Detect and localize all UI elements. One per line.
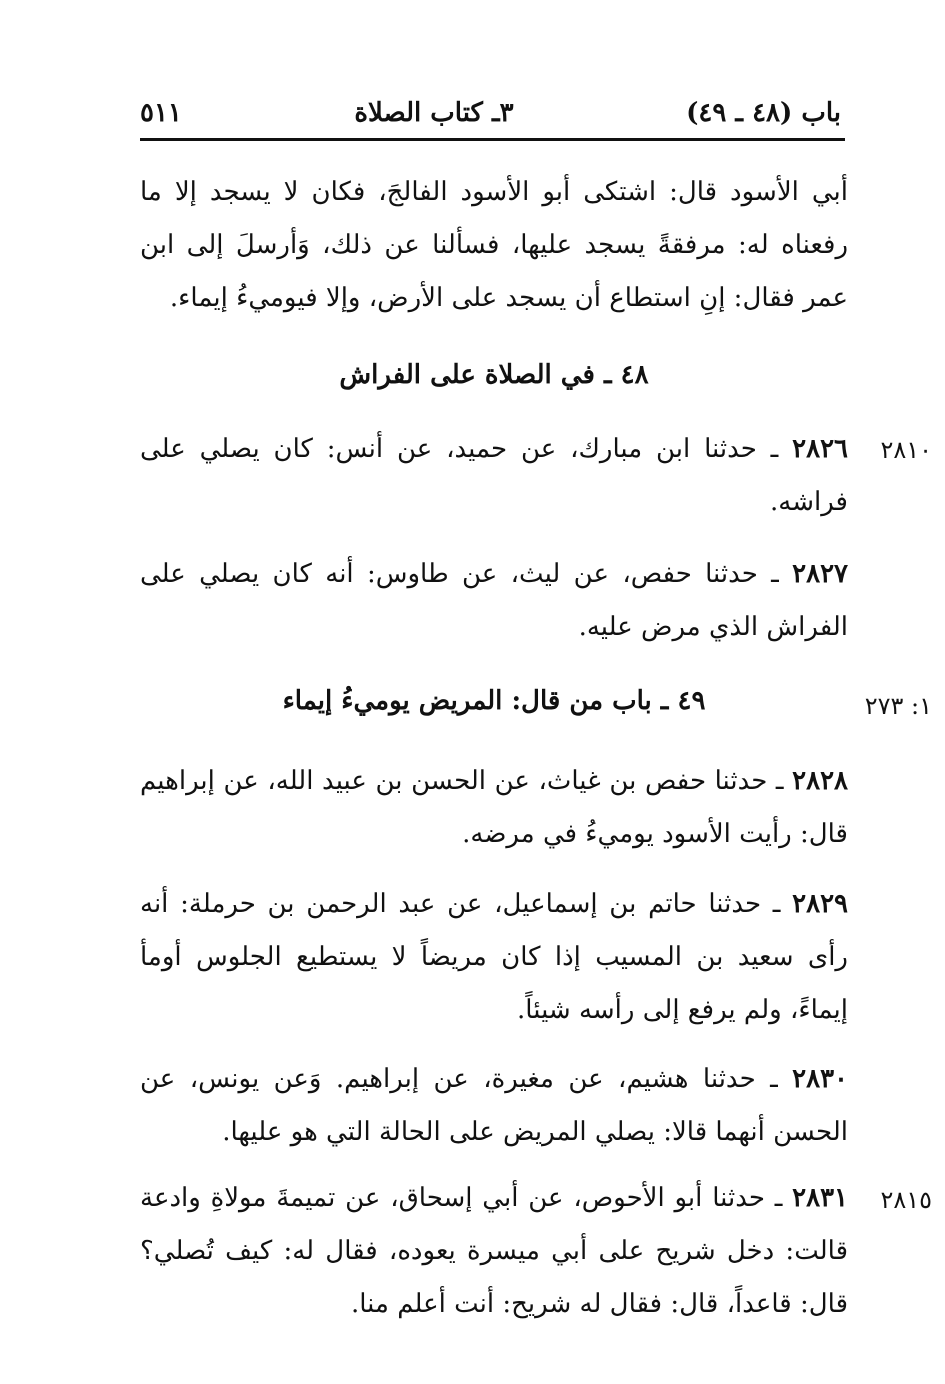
hadith-text: ـ حدثنا هشيم، عن مغيرة، عن إبراهيم. وَعن يونس، عن الحسن أنهما قالا: يصلي المريض على الحالة التي هو عليها. xyxy=(140,1064,848,1147)
margin-reference: ١: ٢٧٣ xyxy=(864,692,932,720)
hadith-number: ٢٨٣١ xyxy=(792,1183,849,1213)
running-header xyxy=(140,94,841,132)
hadith-number: ٢٨٢٧ xyxy=(792,559,848,589)
hadith-number: ٢٨٢٦ xyxy=(792,434,848,464)
hadith-2828 xyxy=(140,755,848,861)
page-number: ٥١١ xyxy=(140,98,182,128)
hadith-2829 xyxy=(140,878,848,1037)
continuation-paragraph: أبي الأسود قال: اشتكى أبو الأسود الفالجَ، فكان لا يسجد إلا ما رفعناه له: مرفقةً يسجد عليها، فسألنا عن ذلك، وَأرسلَ إلى ابن عمر فقال: إنِ استطاع أن يسجد على الأرض، وإلا فيوميءُ إيماء. xyxy=(140,177,848,313)
chapter-range: باب (٤٨ ـ ٤٩) xyxy=(686,98,841,128)
hadith-2831 xyxy=(140,1172,848,1331)
hadith-2830 xyxy=(140,1053,848,1159)
hadith-text: ـ حدثنا حفص بن غياث، عن الحسن بن عبيد الله، عن إبراهيم قال: رأيت الأسود يوميءُ في مرضه. xyxy=(140,766,848,849)
hadith-text: ـ حدثنا حفص، عن ليث، عن طاوس: أنه كان يصلي على الفراش الذي مرض عليه. xyxy=(140,559,848,642)
section-heading-48: ٤٨ ـ في الصلاة على الفراش xyxy=(339,360,649,390)
hadith-number: ٢٨٣٠ xyxy=(792,1064,848,1094)
margin-reference: ٢٨١٥ xyxy=(880,1186,932,1214)
section-heading-49: ٤٩ ـ باب من قال: المريض يوميءُ إيماء xyxy=(282,686,706,716)
hadith-text: ـ حدثنا حاتم بن إسماعيل، عن عبد الرحمن بن حرملة: أنه رأى سعيد بن المسيب إذا كان مريضاً لا يستطيع الجلوس أومأ إيماءً، ولم يرفع إلى رأسه شيئاً. xyxy=(140,889,848,1025)
hadith-text: ـ حدثنا أبو الأحوص، عن أبي إسحاق، عن تميمةَ مولاةِ وادعة قالت: دخل شريح على أبي ميسرة يعوده، فقال له: كيف تُصلي؟ قال: قاعداً، قال: فقال له شريح: أنت أعلم منا. xyxy=(140,1183,848,1319)
header-rule xyxy=(140,138,845,141)
book-title: ٣ـ كتاب الصلاة xyxy=(354,98,514,128)
hadith-2826 xyxy=(140,423,848,529)
hadith-2827 xyxy=(140,548,848,654)
hadith-text: ـ حدثنا ابن مبارك، عن حميد، عن أنس: كان يصلي على فراشه. xyxy=(140,434,848,517)
margin-reference: ٢٨١٠ xyxy=(880,436,932,464)
hadith-number: ٢٨٢٩ xyxy=(792,889,848,919)
hadith-number: ٢٨٢٨ xyxy=(792,766,848,796)
